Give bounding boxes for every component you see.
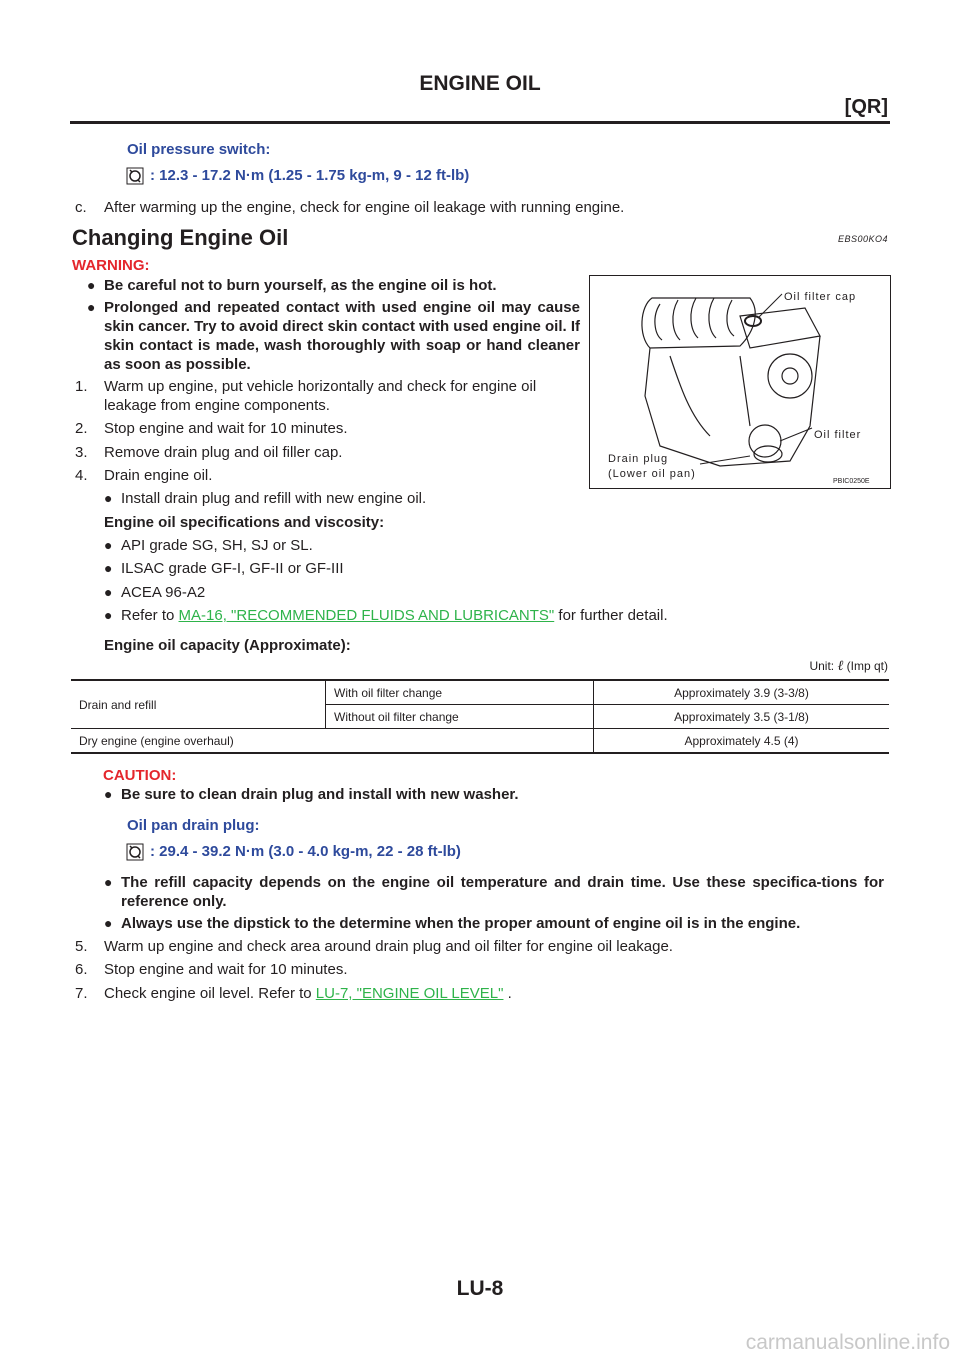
torque-value: : 12.3 - 17.2 N·m (1.25 - 1.75 kg-m, 9 - 12 ft-lb) (150, 167, 470, 184)
bullet-icon: ● (104, 584, 113, 600)
table-cell: With oil filter change (326, 681, 594, 705)
step4-bullet: ● Install drain plug and refill with new engine oil. (104, 490, 427, 507)
torque-wrench-icon (126, 843, 144, 861)
label-lower-oil-pan: (Lower oil pan) (608, 468, 696, 480)
bullet-icon: ● (104, 786, 113, 802)
step-1: 1. Warm up engine, put vehicle horizontally and check for engine oil leakage from engine components. (75, 378, 537, 414)
engine-diagram (590, 276, 890, 488)
page-header-title: ENGINE OIL (419, 72, 541, 95)
table-cell: Approximately 4.5 (4) (594, 729, 890, 753)
torque-value: : 29.4 - 39.2 N·m (3.0 - 4.0 kg-m, 22 - 28 ft-lb) (150, 843, 461, 860)
table-cell: Approximately 3.9 (3-3/8) (594, 681, 890, 705)
torque-spec-oil-pan-drain-plug (126, 842, 461, 861)
warning-label: WARNING: (72, 257, 150, 274)
section-code: EBS00KO4 (837, 234, 888, 244)
warning-item: ● Prolonged and repeated contact with used engine oil may cause skin cancer. Try to avoid direct skin contact with used engine oil. If skin contact is made, wash thoroughly with soap or hand cleaner as soon as possible. (87, 299, 580, 373)
liter-symbol-icon: ℓ (837, 659, 844, 674)
link-engine-oil-level[interactable]: LU-7, "ENGINE OIL LEVEL" (315, 985, 504, 1002)
section-title: Changing Engine Oil (72, 225, 289, 250)
figure-code: PBIC0250E (833, 478, 870, 485)
table-row (71, 681, 889, 705)
torque-spec-oil-pressure-switch (126, 166, 469, 185)
unit-label: Unit: ℓ (Imp qt) (809, 659, 888, 674)
engine-illustration (589, 275, 891, 489)
torque-label-oil-pressure-switch: Oil pressure switch: (127, 141, 271, 158)
page-header-code: [QR] (844, 96, 888, 118)
step-number: c. (75, 199, 87, 216)
table-cell: Approximately 3.5 (3-1/8) (594, 705, 890, 729)
step-2: 2. Stop engine and wait for 10 minutes. (75, 420, 348, 437)
label-drain-plug: Drain plug (608, 453, 669, 465)
caution-label: CAUTION: (103, 767, 177, 784)
step-5: 5. Warm up engine and check area around drain plug and oil filter for engine oil leakage. (75, 938, 673, 955)
step-3: 3. Remove drain plug and oil filler cap. (75, 444, 343, 461)
bullet-icon: ● (104, 537, 113, 553)
spec-item: ● ILSAC grade GF-I, GF-II or GF-III (104, 560, 344, 577)
watermark: carmanualsonline.info (745, 1331, 950, 1354)
step-text: After warming up the engine, check for engine oil leakage with running engine. (104, 199, 625, 216)
bullet-icon: ● (104, 915, 113, 931)
table-cell: Drain and refill (71, 681, 326, 729)
bullet-icon: ● (104, 874, 113, 890)
table-cell: Dry engine (engine overhaul) (79, 733, 234, 748)
torque-label-oil-pan-drain-plug: Oil pan drain plug: (127, 817, 260, 834)
step-4: 4. Drain engine oil. (75, 467, 213, 484)
caution-item: ● Be sure to clean drain plug and install with new washer. (104, 786, 519, 803)
bullet-icon: ● (104, 490, 113, 506)
link-recommended-fluids[interactable]: MA-16, "RECOMMENDED FLUIDS AND LUBRICANTS" (178, 607, 555, 624)
bullet-icon: ● (104, 560, 113, 576)
bullet-icon: ● (104, 607, 113, 623)
step-6: 6. Stop engine and wait for 10 minutes. (75, 961, 348, 978)
warning-item: ● Be careful not to burn yourself, as the engine oil is hot. (87, 277, 497, 294)
caution-item: ● Always use the dipstick to the determine when the proper amount of engine oil is in the engine. (104, 915, 801, 932)
torque-wrench-icon (126, 167, 144, 185)
step-7: 7. Check engine oil level. Refer to LU-7, "ENGINE OIL LEVEL" . (75, 985, 512, 1002)
page-number: LU-8 (456, 1277, 504, 1300)
bullet-icon: ● (87, 299, 96, 315)
label-oil-filter: Oil filter (814, 429, 862, 441)
table-row (71, 729, 889, 753)
spec-heading: Engine oil specifications and viscosity: (104, 514, 385, 531)
refer-line: ● Refer to MA-16, "RECOMMENDED FLUIDS AND LUBRICANTS" for further detail. (104, 607, 668, 624)
caution-item: ● The refill capacity depends on the engine oil temperature and drain time. Use these specifica-tions for reference only. (104, 874, 884, 910)
capacity-heading: Engine oil capacity (Approximate): (104, 637, 351, 654)
spec-item: ● API grade SG, SH, SJ or SL. (104, 537, 313, 554)
step-c (75, 198, 895, 217)
header-rule (70, 121, 890, 124)
label-oil-filter-cap: Oil filter cap (784, 291, 857, 303)
table-cell: Without oil filter change (326, 705, 594, 729)
spec-item: ● ACEA 96-A2 (104, 584, 206, 601)
capacity-table (71, 679, 889, 754)
bullet-icon: ● (87, 277, 96, 293)
